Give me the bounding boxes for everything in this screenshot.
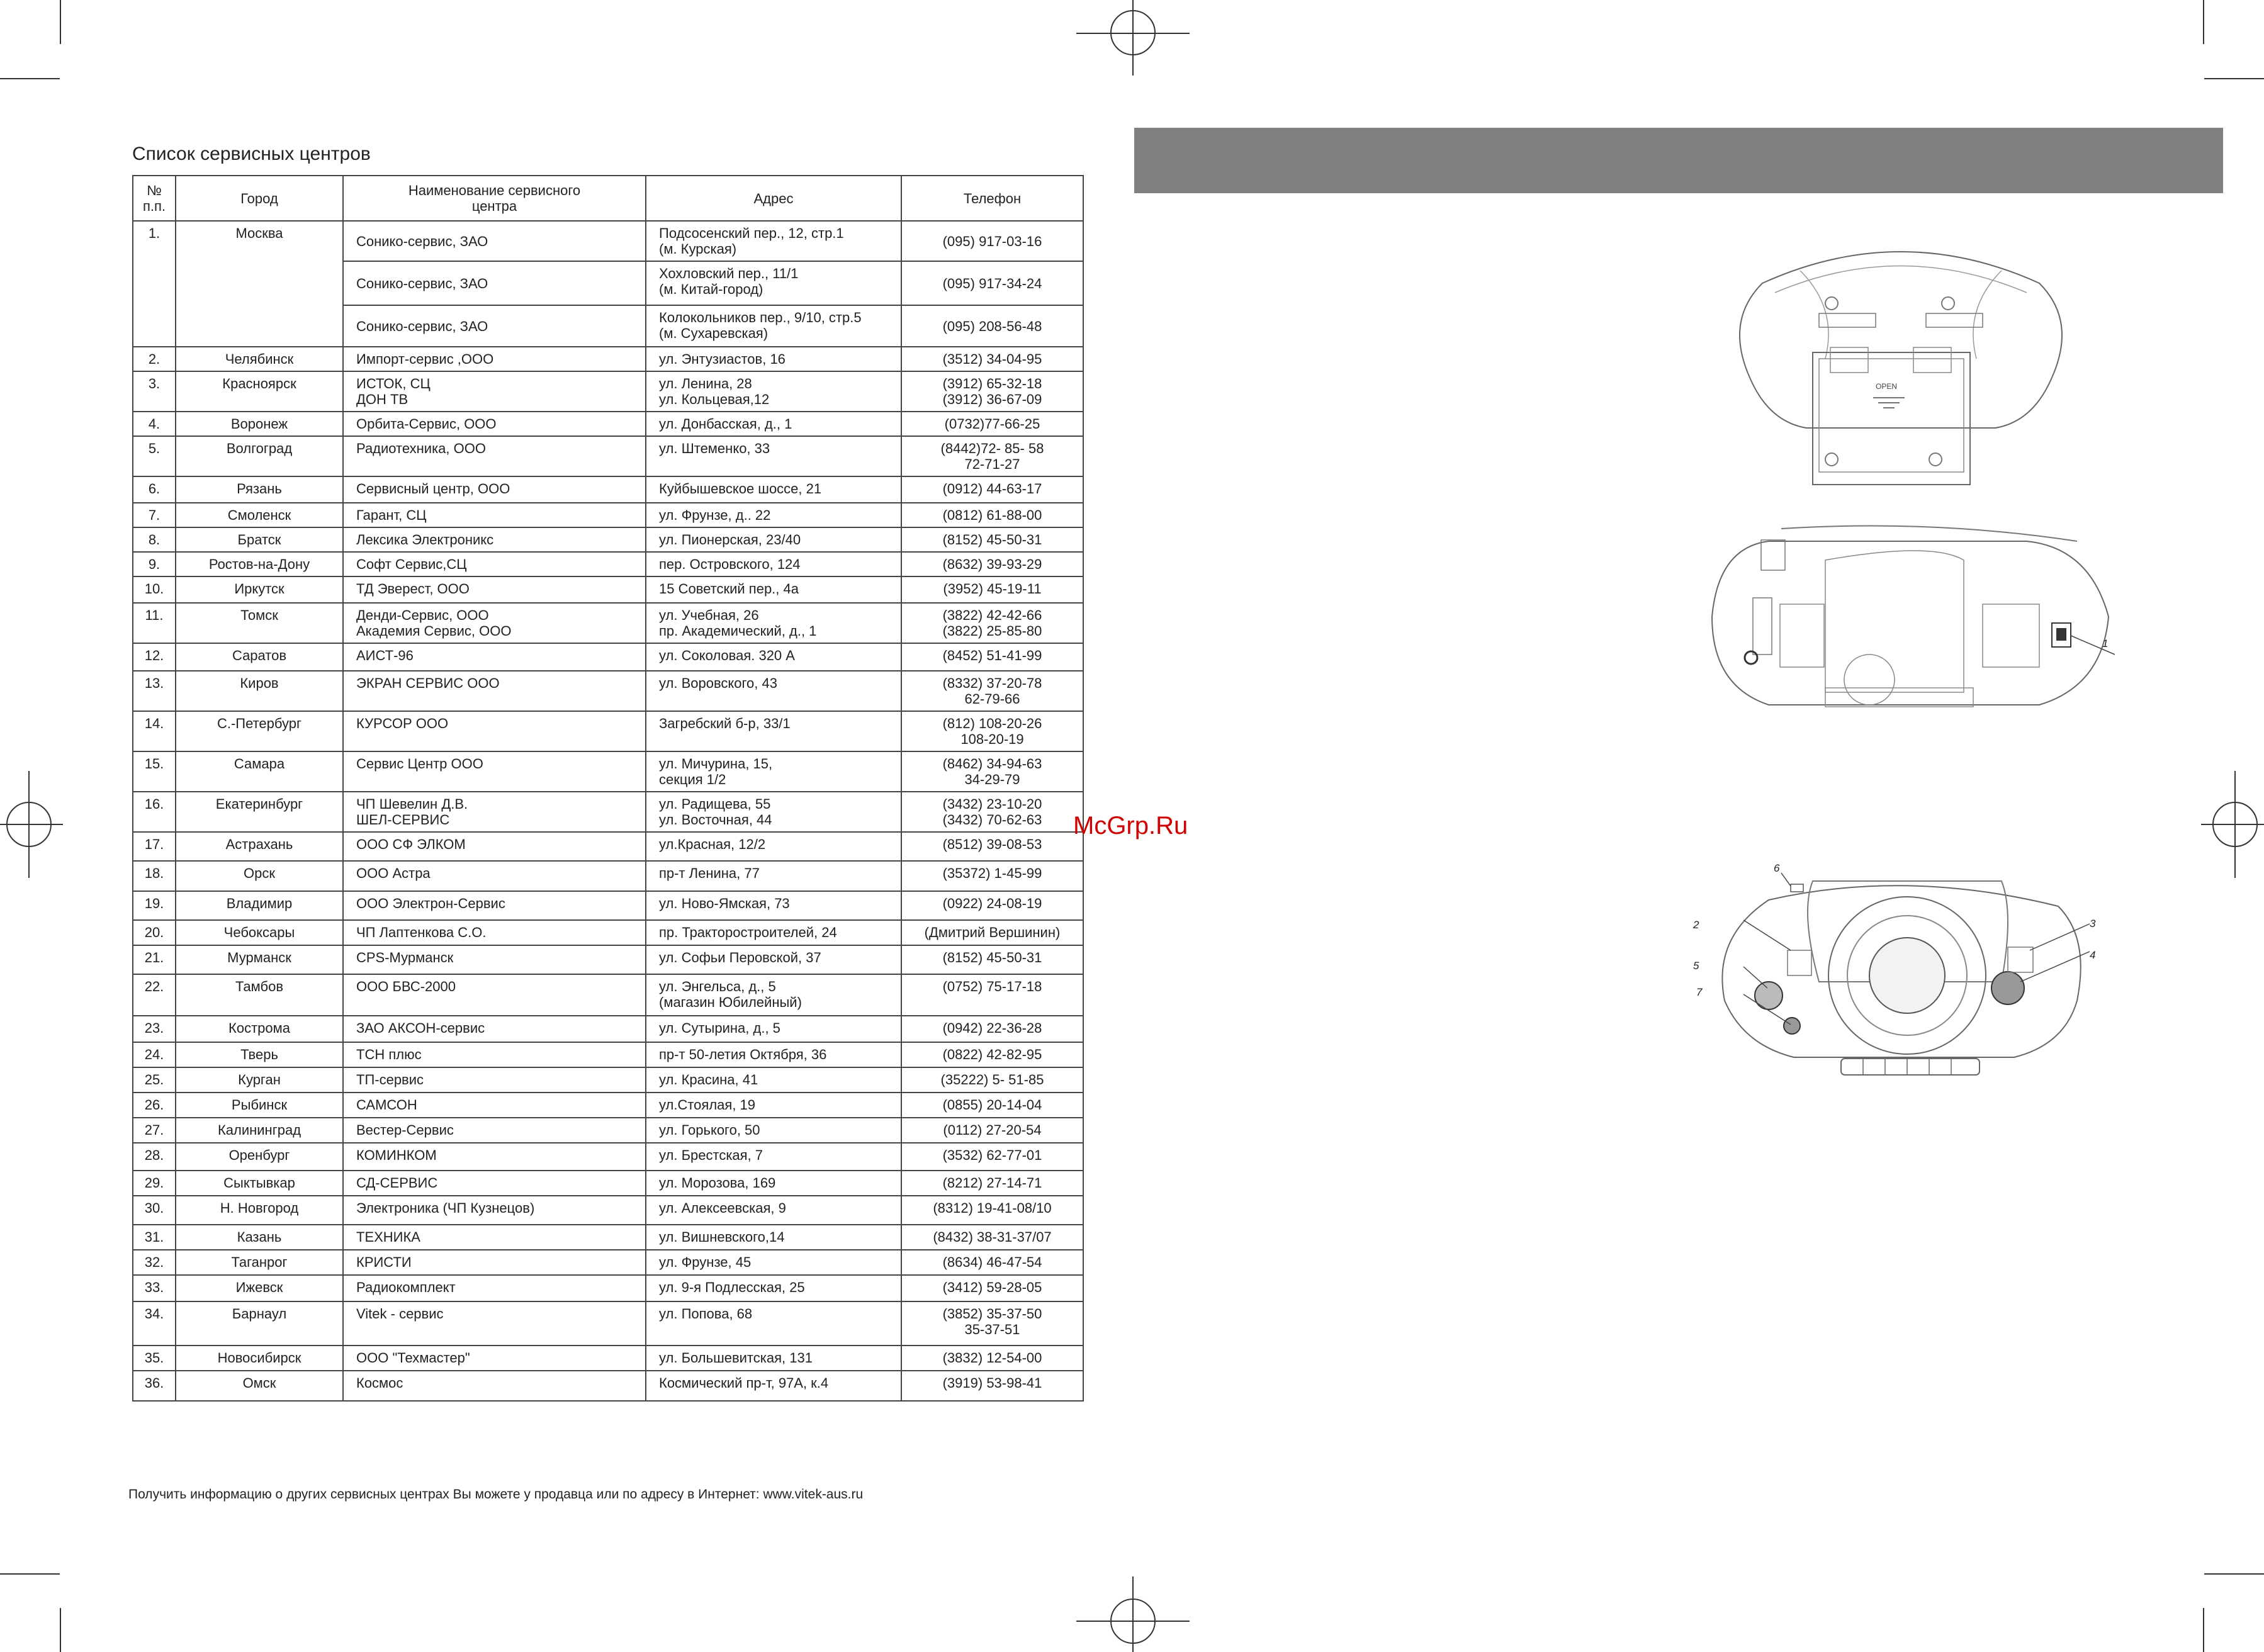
cell-city: Ижевск <box>176 1275 343 1301</box>
cell-phone: (Дмитрий Вершинин) <box>901 920 1083 945</box>
cell-num: 23. <box>133 1016 176 1042</box>
cell-name: Радиотехника, ООО <box>343 436 646 476</box>
cell-name: ТЕХНИКА <box>343 1225 646 1250</box>
table-row <box>133 476 1083 503</box>
table-row <box>133 1067 1083 1093</box>
cell-num: 35. <box>133 1346 176 1371</box>
cell-num: 5. <box>133 436 176 476</box>
cell-city: Астрахань <box>176 832 343 861</box>
table-row <box>133 1093 1083 1118</box>
cell-name: Импорт-сервис ,ООО <box>343 347 646 371</box>
table-row <box>133 920 1083 945</box>
cell-num: 21. <box>133 945 176 974</box>
callout-6: 6 <box>1774 862 1780 874</box>
header-phone: Телефон <box>901 176 1083 221</box>
crop-mark-bottom-right-v <box>2203 1608 2204 1652</box>
open-label: OPEN <box>1876 382 1898 391</box>
cell-num: 28. <box>133 1143 176 1171</box>
cell-city: Саратов <box>176 643 343 671</box>
cell-city: Казань <box>176 1225 343 1250</box>
cell-name: СД-СЕРВИС <box>343 1171 646 1196</box>
cell-city: Киров <box>176 671 343 711</box>
moscow-address-1: Подсосенский пер., 12, стр.1 (м. Курская) <box>646 221 901 261</box>
registration-line-top-v <box>1132 0 1134 76</box>
cell-address: ул.Стоялая, 19 <box>646 1093 901 1118</box>
callout-4: 4 <box>2090 949 2096 961</box>
callout-1: 1 <box>2102 638 2109 649</box>
cell-name: Радиокомплект <box>343 1275 646 1301</box>
cell-city: Н. Новгород <box>176 1196 343 1225</box>
cell-city: Таганрог <box>176 1250 343 1275</box>
cell-phone: (8312) 19-41-08/10 <box>901 1196 1083 1225</box>
cell-phone: (3852) 35-37-50 35-37-51 <box>901 1301 1083 1346</box>
cell-address: ул. Соколовая. 320 А <box>646 643 901 671</box>
cell-name: Космос <box>343 1371 646 1401</box>
cell-city: Тверь <box>176 1042 343 1067</box>
cell-num: 33. <box>133 1275 176 1301</box>
cell-num: 25. <box>133 1067 176 1093</box>
cell-name: Софт Сервис,СЦ <box>343 552 646 576</box>
cell-num: 6. <box>133 476 176 503</box>
moscow-address-3: Колокольников пер., 9/10, стр.5 (м. Сухаревская) <box>646 305 901 347</box>
cell-phone: (0752) 75-17-18 <box>901 974 1083 1016</box>
callout-7: 7 <box>1696 986 1703 998</box>
moscow-phone-1: (095) 917-03-16 <box>901 221 1083 261</box>
table-row-moscow-1 <box>133 221 1083 261</box>
table-header-row <box>133 176 1083 221</box>
table-row <box>133 347 1083 371</box>
cell-city: Новосибирск <box>176 1346 343 1371</box>
cell-city: Воронеж <box>176 412 343 436</box>
cell-name: ЭКРАН СЕРВИС ООО <box>343 671 646 711</box>
cell-address: Космический пр-т, 97А, к.4 <box>646 1371 901 1401</box>
cell-name: CPS-Мурманск <box>343 945 646 974</box>
cell-city: Сыктывкар <box>176 1171 343 1196</box>
cell-city: Орск <box>176 861 343 891</box>
cell-phone: (35222) 5- 51-85 <box>901 1067 1083 1093</box>
cell-name: ТП-сервис <box>343 1067 646 1093</box>
cell-address: ул. Энгельса, д., 5 (магазин Юбилейный) <box>646 974 901 1016</box>
cell-address: ул. Красина, 41 <box>646 1067 901 1093</box>
cell-phone: (8512) 39-08-53 <box>901 832 1083 861</box>
cell-address: пр. Тракторостроителей, 24 <box>646 920 901 945</box>
cell-num: 3. <box>133 371 176 412</box>
callout-2: 2 <box>1693 919 1699 931</box>
cell-address: ул. Фрунзе, д.. 22 <box>646 503 901 527</box>
cell-address: ул. Горького, 50 <box>646 1118 901 1143</box>
cell-num: 8. <box>133 527 176 552</box>
cell-address: ул. Пионерская, 23/40 <box>646 527 901 552</box>
cell-num: 34. <box>133 1301 176 1346</box>
header-num: № п.п. <box>133 176 176 221</box>
cell-name: Гарант, СЦ <box>343 503 646 527</box>
cell-num: 18. <box>133 861 176 891</box>
cell-name: Сервисный центр, ООО <box>343 476 646 503</box>
cell-name: ООО СФ ЭЛКОМ <box>343 832 646 861</box>
table-row <box>133 711 1083 751</box>
cell-address: ул. Брестская, 7 <box>646 1143 901 1171</box>
moscow-address-2: Хохловский пер., 11/1 (м. Китай-город) <box>646 261 901 305</box>
cell-phone: (3532) 62-77-01 <box>901 1143 1083 1171</box>
cell-num: 4. <box>133 412 176 436</box>
table-row <box>133 1196 1083 1225</box>
table-row <box>133 412 1083 436</box>
cell-num: 7. <box>133 503 176 527</box>
cell-address: ул. 9-я Подлесская, 25 <box>646 1275 901 1301</box>
cell-phone: (8152) 45-50-31 <box>901 945 1083 974</box>
cell-address: ул. Алексеевская, 9 <box>646 1196 901 1225</box>
cell-phone: (3832) 12-54-00 <box>901 1346 1083 1371</box>
moscow-name-3: Сонико-сервис, ЗАО <box>343 305 646 347</box>
cell-name: АИСТ-96 <box>343 643 646 671</box>
cell-city: Красноярск <box>176 371 343 412</box>
cell-address: ул. Вишневского,14 <box>646 1225 901 1250</box>
crop-mark-top-right-v <box>2203 0 2204 44</box>
cell-num: 13. <box>133 671 176 711</box>
cell-name: КОМИНКОМ <box>343 1143 646 1171</box>
cell-city: Калининград <box>176 1118 343 1143</box>
table-row <box>133 861 1083 891</box>
cell-city: Самара <box>176 751 343 792</box>
cell-num: 32. <box>133 1250 176 1275</box>
cell-address: пр-т Ленина, 77 <box>646 861 901 891</box>
cell-num: 9. <box>133 552 176 576</box>
cell-name: ООО БВС-2000 <box>343 974 646 1016</box>
table-row <box>133 1275 1083 1301</box>
table-row <box>133 436 1083 476</box>
table-row <box>133 1042 1083 1067</box>
cell-name: Vitek - сервис <box>343 1301 646 1346</box>
cell-name: ООО Электрон-Сервис <box>343 891 646 920</box>
cell-city: Волгоград <box>176 436 343 476</box>
cell-name: Сервис Центр ООО <box>343 751 646 792</box>
cell-address: Куйбышевское шоссе, 21 <box>646 476 901 503</box>
cell-city: Омск <box>176 1371 343 1401</box>
table-row <box>133 891 1083 920</box>
cell-phone: (0912) 44-63-17 <box>901 476 1083 503</box>
device-top-view-figure <box>1725 233 2077 491</box>
cell-city: Барнаул <box>176 1301 343 1346</box>
cell-phone: (8442)72- 85- 58 72-71-27 <box>901 436 1083 476</box>
table-row <box>133 1301 1083 1346</box>
cell-num: 10. <box>133 576 176 603</box>
cell-phone: (3432) 23-10-20 (3432) 70-62-63 <box>901 792 1083 832</box>
table-row <box>133 1118 1083 1143</box>
table-row <box>133 1016 1083 1042</box>
cell-num: 30. <box>133 1196 176 1225</box>
cell-num: 12. <box>133 643 176 671</box>
cell-city: Братск <box>176 527 343 552</box>
cell-address: 15 Советский пер., 4а <box>646 576 901 603</box>
cell-phone: (3412) 59-28-05 <box>901 1275 1083 1301</box>
cell-address: ул. Морозова, 169 <box>646 1171 901 1196</box>
crop-mark-top-left-v <box>60 0 61 44</box>
cell-city: Владимир <box>176 891 343 920</box>
cell-phone: (0732)77-66-25 <box>901 412 1083 436</box>
cell-phone: (0922) 24-08-19 <box>901 891 1083 920</box>
cell-phone: (3512) 34-04-95 <box>901 347 1083 371</box>
cell-address: ул. Софьи Перовской, 37 <box>646 945 901 974</box>
header-city: Город <box>176 176 343 221</box>
table-row <box>133 792 1083 832</box>
cell-phone: (8152) 45-50-31 <box>901 527 1083 552</box>
cell-num: 11. <box>133 603 176 643</box>
cell-city: Челябинск <box>176 347 343 371</box>
moscow-city: Москва <box>176 221 343 347</box>
cell-num: 29. <box>133 1171 176 1196</box>
moscow-phone-3: (095) 208-56-48 <box>901 305 1083 347</box>
cell-address: ул. Сутырина, д., 5 <box>646 1016 901 1042</box>
cell-address: пр-т 50-летия Октября, 36 <box>646 1042 901 1067</box>
cell-phone: (0812) 61-88-00 <box>901 503 1083 527</box>
cell-phone: (8452) 51-41-99 <box>901 643 1083 671</box>
cell-city: Смоленск <box>176 503 343 527</box>
cell-name: КУРСОР ООО <box>343 711 646 751</box>
cell-city: Чебоксары <box>176 920 343 945</box>
table-row <box>133 974 1083 1016</box>
footer-note: Получить информацию о других сервисных центрах Вы можете у продавца или по адресу в Интернет: www.vitek-aus.ru <box>128 1487 864 1502</box>
cell-address: ул. Мичурина, 15, секция 1/2 <box>646 751 901 792</box>
cell-name: Вестер-Сервис <box>343 1118 646 1143</box>
cell-num: 31. <box>133 1225 176 1250</box>
crop-mark-top-left-h <box>0 78 60 79</box>
cell-address: ул. Радищева, 55 ул. Восточная, 44 <box>646 792 901 832</box>
table-row <box>133 1171 1083 1196</box>
cell-city: Ростов-на-Дону <box>176 552 343 576</box>
table-row <box>133 1371 1083 1401</box>
moscow-name-2: Сонико-сервис, ЗАО <box>343 261 646 305</box>
cell-address: ул. Попова, 68 <box>646 1301 901 1346</box>
cell-num: 20. <box>133 920 176 945</box>
cell-num: 14. <box>133 711 176 751</box>
registration-line-left-v <box>28 771 30 878</box>
moscow-name-1: Сонико-сервис, ЗАО <box>343 221 646 261</box>
registration-line-right-v <box>2234 771 2236 878</box>
watermark: McGrp.Ru <box>1073 812 1188 840</box>
cell-num: 36. <box>133 1371 176 1401</box>
cell-city: Тамбов <box>176 974 343 1016</box>
callout-3: 3 <box>2090 918 2096 930</box>
cell-num: 27. <box>133 1118 176 1143</box>
cell-phone: (3952) 45-19-11 <box>901 576 1083 603</box>
cell-phone: (3912) 65-32-18 (3912) 36-67-09 <box>901 371 1083 412</box>
cell-city: Екатеринбург <box>176 792 343 832</box>
table-row <box>133 552 1083 576</box>
cell-phone: (8212) 27-14-71 <box>901 1171 1083 1196</box>
cell-phone: (8632) 39-93-29 <box>901 552 1083 576</box>
cell-name: Лексика Электроникс <box>343 527 646 552</box>
cell-name: ИСТОК, СЦ ДОН ТВ <box>343 371 646 412</box>
cell-phone: (0822) 42-82-95 <box>901 1042 1083 1067</box>
cell-name: КРИСТИ <box>343 1250 646 1275</box>
cell-address: ул. Штеменко, 33 <box>646 436 901 476</box>
moscow-phone-2: (095) 917-34-24 <box>901 261 1083 305</box>
cell-phone: (8462) 34-94-63 34-29-79 <box>901 751 1083 792</box>
table-row <box>133 1346 1083 1371</box>
table-row <box>133 671 1083 711</box>
table-row <box>133 527 1083 552</box>
header-address: Адрес <box>646 176 901 221</box>
cell-address: ул. Фрунзе, 45 <box>646 1250 901 1275</box>
cell-phone: (0942) 22-36-28 <box>901 1016 1083 1042</box>
cell-name: Орбита-Сервис, ООО <box>343 412 646 436</box>
cell-name: ЧП Шевелин Д.В. ШЕЛ-СЕРВИС <box>343 792 646 832</box>
cell-num: 15. <box>133 751 176 792</box>
crop-mark-bottom-left-v <box>60 1608 61 1652</box>
cell-num: 17. <box>133 832 176 861</box>
table-row <box>133 1143 1083 1171</box>
table-row <box>133 945 1083 974</box>
cell-city: Рыбинск <box>176 1093 343 1118</box>
table-row <box>133 832 1083 861</box>
table-row <box>133 503 1083 527</box>
cell-name: ЗАО АКСОН-сервис <box>343 1016 646 1042</box>
registration-line-top-h <box>1076 33 1190 34</box>
callout-5: 5 <box>1693 960 1699 972</box>
device-front-view-figure <box>1687 856 2115 1120</box>
cell-phone: (0112) 27-20-54 <box>901 1118 1083 1143</box>
cell-name: ООО "Техмастер" <box>343 1346 646 1371</box>
cell-name: ООО Астра <box>343 861 646 891</box>
cell-phone: (0855) 20-14-04 <box>901 1093 1083 1118</box>
cell-address: ул. Ленина, 28 ул. Кольцевая,12 <box>646 371 901 412</box>
registration-line-bottom-h <box>1076 1621 1190 1622</box>
cell-phone: (8332) 37-20-78 62-79-66 <box>901 671 1083 711</box>
cell-num: 19. <box>133 891 176 920</box>
cell-city: Оренбург <box>176 1143 343 1171</box>
header-name: Наименование сервисного центра <box>343 176 646 221</box>
table-row <box>133 643 1083 671</box>
cell-city: Курган <box>176 1067 343 1093</box>
cell-num: 16. <box>133 792 176 832</box>
cell-name: ЧП Лаптенкова С.О. <box>343 920 646 945</box>
cell-name: ТСН плюс <box>343 1042 646 1067</box>
cell-num: 26. <box>133 1093 176 1118</box>
service-centers-table <box>132 175 1084 1402</box>
cell-phone: (812) 108-20-26 108-20-19 <box>901 711 1083 751</box>
cell-phone: (8432) 38-31-37/07 <box>901 1225 1083 1250</box>
cell-address: ул. Энтузиастов, 16 <box>646 347 901 371</box>
cell-city: Мурманск <box>176 945 343 974</box>
table-row <box>133 1225 1083 1250</box>
cell-address: ул.Красная, 12/2 <box>646 832 901 861</box>
cell-num: 2. <box>133 347 176 371</box>
cell-city: С.-Петербург <box>176 711 343 751</box>
cell-address: Загребский б-р, 33/1 <box>646 711 901 751</box>
table-row <box>133 1250 1083 1275</box>
cell-address: ул. Донбасская, д., 1 <box>646 412 901 436</box>
cell-name: Электроника (ЧП Кузнецов) <box>343 1196 646 1225</box>
cell-address: пер. Островского, 124 <box>646 552 901 576</box>
cell-address: ул. Воровского, 43 <box>646 671 901 711</box>
cell-phone: (3919) 53-98-41 <box>901 1371 1083 1401</box>
cell-name: Денди-Сервис, ООО Академия Сервис, ООО <box>343 603 646 643</box>
device-back-view-figure <box>1699 522 2127 730</box>
table-row <box>133 751 1083 792</box>
table-row <box>133 576 1083 603</box>
table-row <box>133 371 1083 412</box>
cell-phone: (3822) 42-42-66 (3822) 25-85-80 <box>901 603 1083 643</box>
registration-line-right-h <box>2201 824 2264 825</box>
table-body <box>133 221 1083 1401</box>
cell-name: ТД Эверест, ООО <box>343 576 646 603</box>
cell-city: Томск <box>176 603 343 643</box>
cell-city: Кострома <box>176 1016 343 1042</box>
moscow-num: 1. <box>133 221 176 347</box>
registration-line-bottom-v <box>1132 1576 1134 1652</box>
crop-mark-bottom-left-h <box>0 1573 60 1575</box>
cell-address: ул. Учебная, 26 пр. Академический, д., 1 <box>646 603 901 643</box>
cell-city: Иркутск <box>176 576 343 603</box>
crop-mark-bottom-right-h <box>2204 1573 2264 1575</box>
cell-address: ул. Большевитская, 131 <box>646 1346 901 1371</box>
cell-num: 22. <box>133 974 176 1016</box>
registration-line-left-h <box>0 824 63 825</box>
crop-mark-top-right-h <box>2204 78 2264 79</box>
cell-phone: (8634) 46-47-54 <box>901 1250 1083 1275</box>
cell-name: САМСОН <box>343 1093 646 1118</box>
header-gray-bar <box>1134 128 2223 193</box>
table-row <box>133 603 1083 643</box>
cell-num: 24. <box>133 1042 176 1067</box>
cell-address: ул. Ново-Ямская, 73 <box>646 891 901 920</box>
page-title: Список сервисных центров <box>132 143 371 164</box>
cell-phone: (35372) 1-45-99 <box>901 861 1083 891</box>
cell-city: Рязань <box>176 476 343 503</box>
